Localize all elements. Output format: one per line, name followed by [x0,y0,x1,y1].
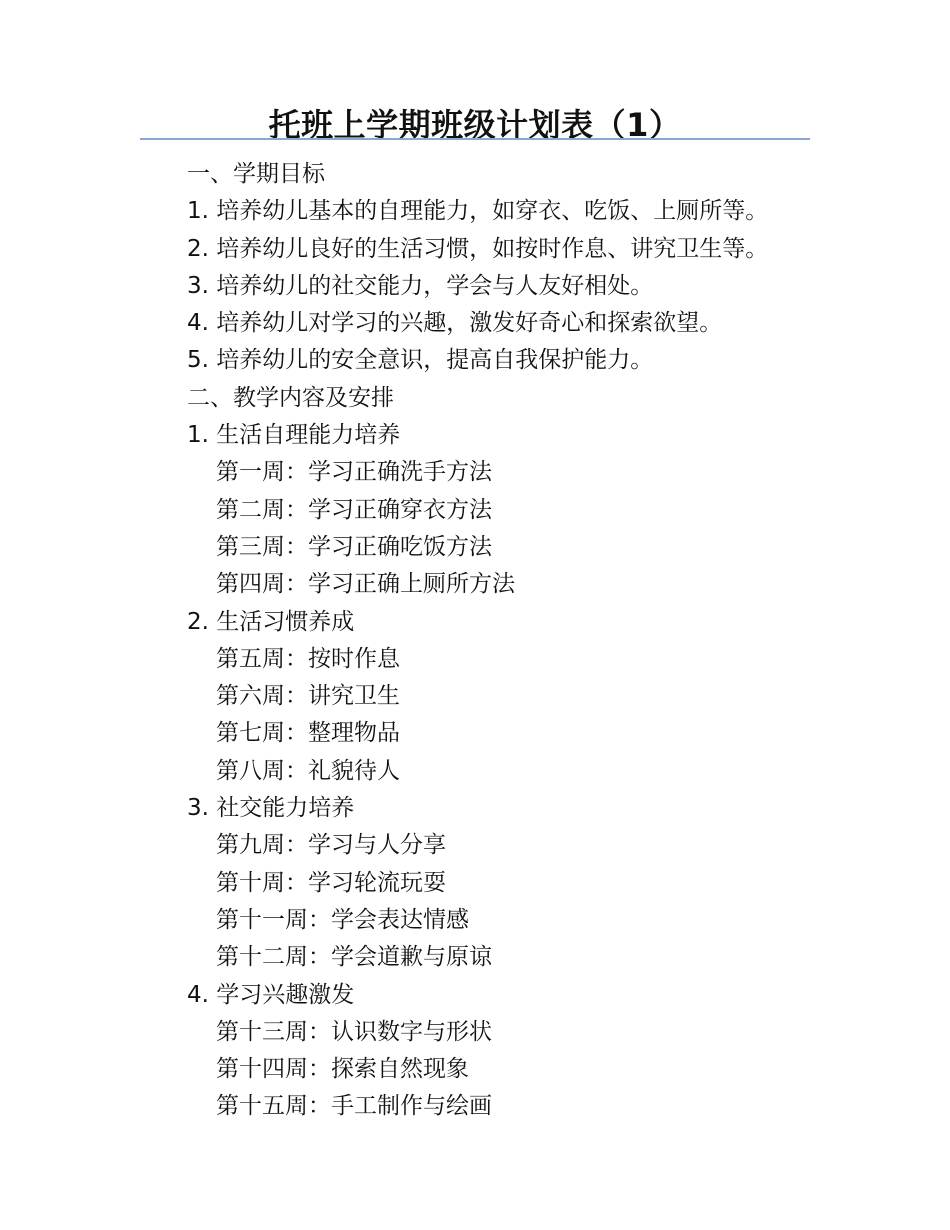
week-item: 第五周：按时作息 [216,645,400,672]
week-item: 第十四周：探索自然现象 [216,1056,469,1083]
topic-title: 1. 生活自理能力培养 [187,422,401,449]
goal-item: 2. 培养幼儿良好的生活习惯，如按时作息、讲究卫生等。 [187,235,769,262]
topic-title: 4. 学习兴趣激发 [187,981,355,1008]
topic-title: 2. 生活习惯养成 [187,608,355,635]
week-item: 第十三周：认识数字与形状 [216,1018,492,1045]
week-item: 第四周：学习正确上厕所方法 [216,571,515,598]
page-title: 托班上学期班级计划表（1） [268,106,682,144]
goal-item: 3. 培养幼儿的社交能力，学会与人友好相处。 [187,272,654,299]
week-item: 第十二周：学会道歉与原谅 [216,944,492,971]
title-underline [140,138,810,140]
week-item: 第一周：学习正确洗手方法 [216,459,492,486]
week-item: 第十周：学习轮流玩耍 [216,869,446,896]
section-heading-goals: 一、学期目标 [187,161,325,187]
section-heading-content: 二、教学内容及安排 [187,384,394,411]
week-item: 第十五周：手工制作与绘画 [216,1093,492,1120]
week-item: 第六周：讲究卫生 [216,683,400,710]
document-body [187,156,887,1126]
week-item: 第七周：整理物品 [216,720,400,747]
week-item: 第九周：学习与人分享 [216,832,446,859]
week-item: 第二周：学习正确穿衣方法 [216,496,492,523]
week-item: 第十一周：学会表达情感 [216,906,469,933]
goal-item: 5. 培养幼儿的安全意识，提高自我保护能力。 [187,347,654,374]
goal-item: 4. 培养幼儿对学习的兴趣，激发好奇心和探索欲望。 [187,310,723,337]
goal-item: 1. 培养幼儿基本的自理能力，如穿衣、吃饭、上厕所等。 [187,198,769,225]
week-item: 第八周：礼貌待人 [216,757,400,784]
week-item: 第三周：学习正确吃饭方法 [216,533,492,560]
topic-title: 3. 社交能力培养 [187,795,355,822]
